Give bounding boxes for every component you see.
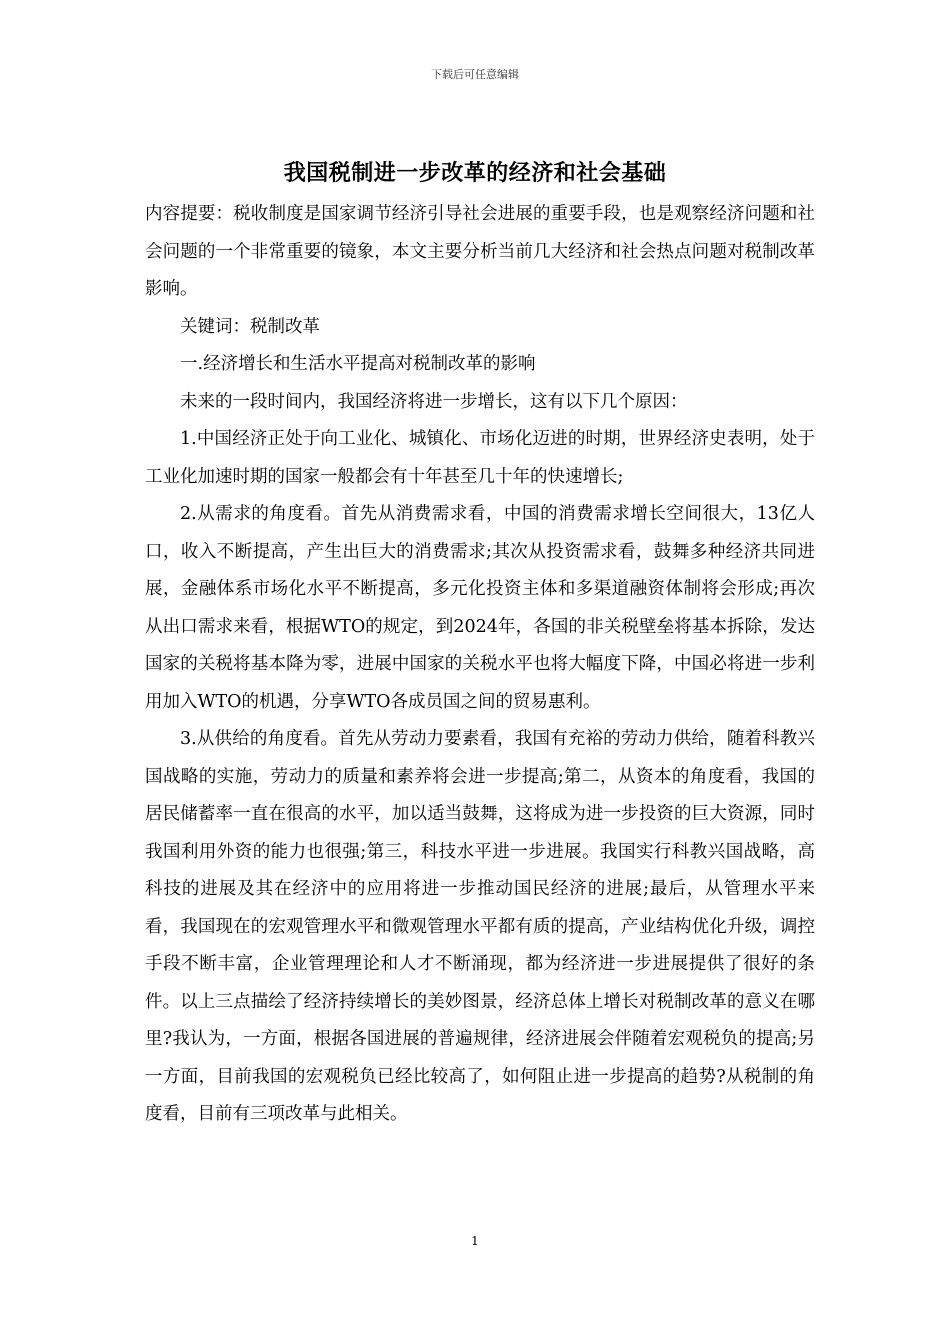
abstract-paragraph: 内容提要：税收制度是国家调节经济引导社会进展的重要手段，也是观察经济问题和社会问题的一个非常重要的镜象，本文主要分析当前几大经济和社会热点问题对税制改革影响。	[145, 204, 815, 299]
section-heading: 一.经济增长和生活水平提高对税制改革的影响	[180, 354, 536, 374]
point-2-paragraph: 2.从需求的角度看。首先从消费需求看，中国的消费需求增长空间很大，13亿人口，收入不断提高，产生出巨大的消费需求;其次从投资需求看，鼓舞多种经济共同进展，金融体系市场化水平不断提高，多元化投资主体和多渠道融资体制将会形成;再次从出口需求来看，根据WTO的规定，到2024年，各国的非关税壁垒将基本拆除，发达国家的关税将基本降为零，进展中国家的关税水平也将大幅度下降，中国必将进一步利用加入WTO的机遇，分享WTO各成员国之间的贸易惠利。	[145, 504, 815, 712]
point-1-paragraph: 1.中国经济正处于向工业化、城镇化、市场化迈进的时期，世界经济史表明，处于工业化加速时期的国家一般都会有十年甚至几十年的快速增长;	[145, 429, 815, 487]
page-number: 1	[471, 1234, 479, 1248]
document-body	[145, 196, 815, 1134]
keywords-paragraph: 关键词：税制改革	[180, 316, 320, 337]
intro-paragraph: 未来的一段时间内，我国经济将进一步增长，这有以下几个原因：	[180, 391, 688, 412]
point-3-paragraph: 3.从供给的角度看。首先从劳动力要素看，我国有充裕的劳动力供给，随着科教兴国战略的实施，劳动力的质量和素养将会进一步提高;第二，从资本的角度看，我国的居民储蓄率一直在很高的水平，加以适当鼓舞，这将成为进一步投资的巨大资源，同时我国利用外资的能力也很强;第三，科技水平进一步进展。我国实行科教兴国战略，高科技的进展及其在经济中的应用将进一步推动国民经济的进展;最后，从管理水平来看，我国现在的宏观管理水平和微观管理水平都有质的提高，产业结构优化升级，调控手段不断丰富，企业管理理论和人才不断涌现，都为经济进一步进展提供了很好的条件。以上三点描绘了经济持续增长的美妙图景，经济总体上增长对税制改革的意义在哪里?我认为，一方面，根据各国进展的普遍规律，经济进展会伴随着宏观税负的提高;另一方面，目前我国的宏观税负已经比较高了，如何阻止进一步提高的趋势?从税制的角度看，目前有三项改革与此相关。	[145, 729, 815, 1124]
header-note: 下载后可任意编辑	[431, 68, 519, 81]
document-title: 我国税制进一步改革的经济和社会基础	[283, 160, 667, 186]
